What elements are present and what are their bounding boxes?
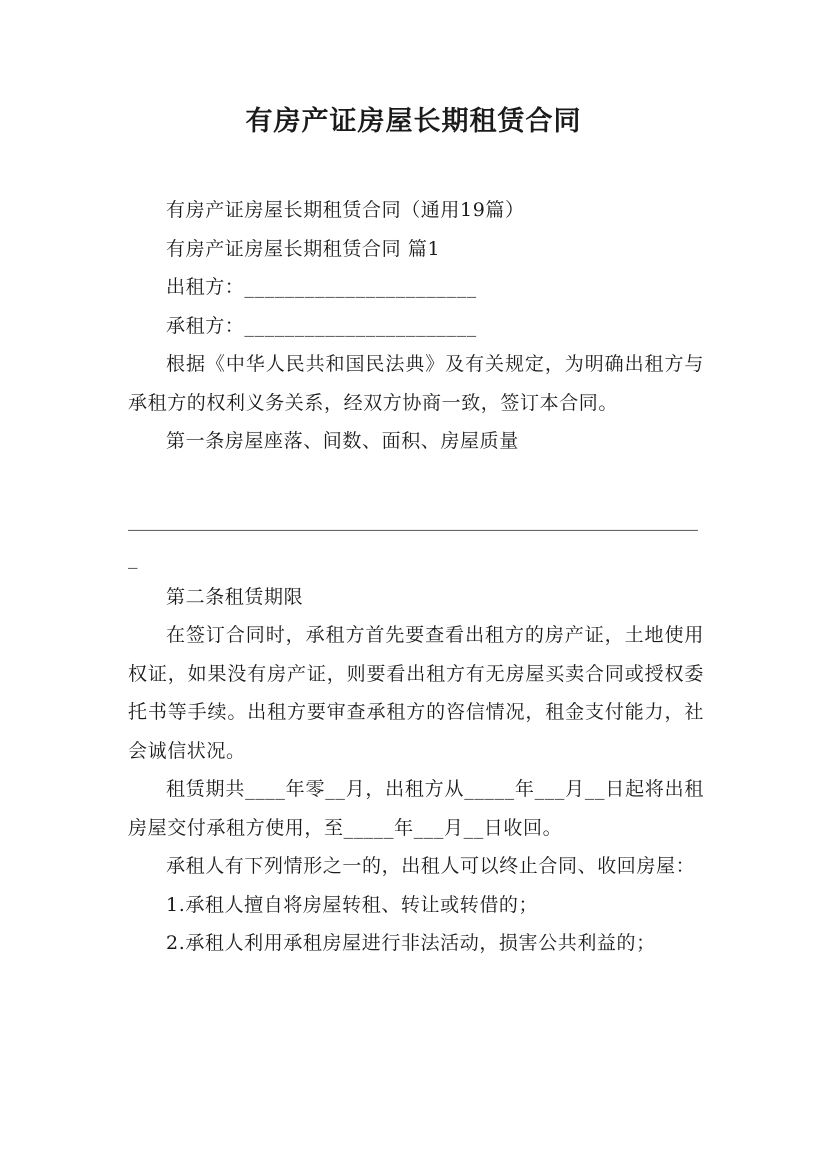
paragraph-clause-1: 1.承租人擅自将房屋转租、转让或转借的； (166, 893, 539, 916)
blank-fill-line: ____________________________________________________________ (128, 508, 698, 531)
paragraph-lessor-field: 出租方：_______________________ (166, 276, 477, 298)
spacer (128, 461, 704, 501)
paragraph-subtitle: 有房产证房屋长期租赁合同（通用19篇） (166, 199, 525, 221)
blank-fill-tail: _ (128, 547, 138, 569)
paragraph-termination: 承租人有下列情形之一的，出租人可以终止合同、收回房屋： (166, 855, 696, 877)
paragraph-clause-2: 2.承租人利用承租房屋进行非法活动，损害公共利益的； (166, 932, 656, 954)
paragraph-contract-check: 在签订合同时，承租方首先要查看出租方的房产证，土地使用权证，如果没有房产证，则要看出租方有无房屋买卖合同或授权委托书等手续。出租方要审查承租方的咨信情况，租金支付能力，社会诚信状况。 (128, 624, 704, 762)
document-body (128, 191, 704, 963)
document-title: 有房产证房屋长期租赁合同 (245, 106, 582, 137)
paragraph-preamble: 根据《中华人民共和国民法典》及有关规定，为明确出租方与承租方的权利义务关系，经双方协商一致，签订本合同。 (128, 353, 704, 414)
paragraph-section-heading: 有房产证房屋长期租赁合同 篇1 (166, 237, 441, 260)
paragraph-lessee-field: 承租方：_______________________ (166, 314, 477, 337)
paragraph-article-2: 第二条租赁期限 (166, 585, 304, 608)
paragraph-article-1: 第一条房屋座落、间数、面积、房屋质量 (166, 430, 519, 452)
paragraph-lease-term: 租赁期共____年零__月，出租方从_____年___月__日起将出租房屋交付承租方使用，至_____年___月__日收回。 (128, 778, 704, 839)
